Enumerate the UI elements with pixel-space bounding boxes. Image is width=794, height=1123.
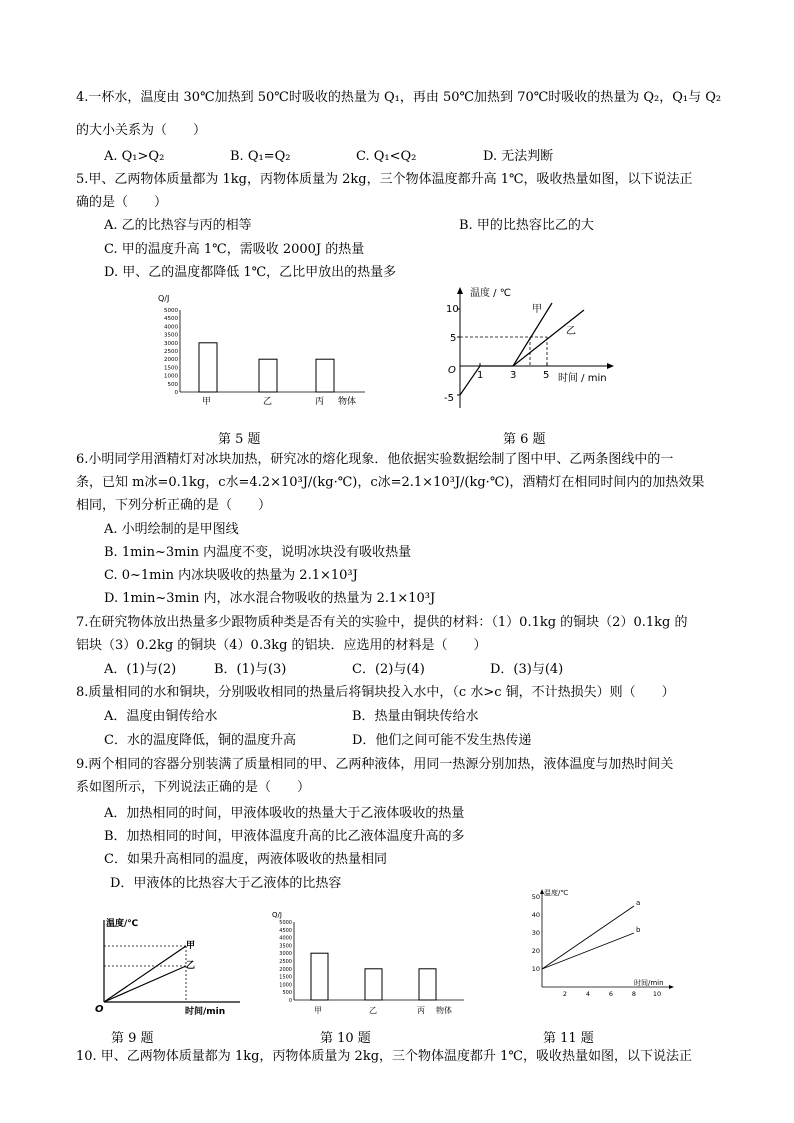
- fig11-caption: 第 11 题: [543, 1031, 594, 1046]
- q4-stem-line1: 4.一杯水，温度由 30℃加热到 50℃时吸收的热量为 Q₁，再由 50℃加热到 70℃时吸收的热量为 Q₂，Q₁与 Q₂: [76, 90, 722, 105]
- y-tick-label: 1000: [164, 373, 178, 380]
- bar-乙: [365, 969, 382, 1000]
- fig5-cat-bing: 丙: [315, 397, 325, 407]
- x-tick-label: 8: [631, 990, 637, 998]
- fig9-line-jia: [104, 946, 186, 1002]
- q4-option-b: B. Q₁=Q₂: [230, 149, 291, 164]
- fig6-ylabel: 温度 / ℃: [470, 288, 511, 299]
- y-tick-label: 4500: [279, 927, 292, 934]
- y-tick-label: 1000: [279, 982, 292, 989]
- q7-stem-line1: 7.在研究物体放出热量多少跟物质种类是否有关的实验中，提供的材料：（1）0.1kg 的铜块（2）0.1kg 的: [76, 615, 688, 630]
- fig6-ytick-10: 10: [446, 304, 459, 315]
- q9-stem-line1: 9.两个相同的容器分别装满了质量相同的甲、乙两种液体，用同一热源分别加热，液体温度与加热时间关: [76, 757, 674, 772]
- q9-stem-line2: 系如图所示，下列说法正确的是（ ）: [76, 780, 311, 795]
- q10-stem-line1: 10. 甲、乙两物体质量都为 1kg，丙物体质量为 2kg，三个物体温度都升 1℃，吸收热量如图，以下说法正: [76, 1049, 692, 1064]
- y-tick-label: 500: [167, 381, 178, 388]
- series-label-a: a: [636, 899, 641, 907]
- q7-option-a: A．(1)与(2): [104, 662, 177, 677]
- y-tick-label: 0: [288, 998, 292, 1004]
- q4-option-a: A. Q₁>Q₂: [104, 149, 165, 164]
- fig10-xlabel: 物体: [436, 1006, 452, 1015]
- q4-stem-line2: 的大小关系为（ ）: [76, 123, 207, 138]
- bar-丙: [316, 359, 334, 392]
- fig6-line-yi: [513, 310, 584, 366]
- y-tick-label: 5000: [164, 308, 178, 314]
- y-tick-label: 5000: [279, 920, 292, 926]
- x-tick-label: 4: [585, 990, 591, 998]
- q5-option-b: B. 甲的比热容比乙的大: [459, 218, 594, 233]
- y-tick-label: 4000: [164, 324, 178, 331]
- q6-option-b: B. 1min~3min 内温度不变，说明冰块没有吸收热量: [104, 545, 412, 560]
- y-tick-label: 0: [174, 390, 178, 396]
- fig11-xlabel: 时间/min: [634, 979, 664, 987]
- q8-option-d: D．他们之间可能不发生热传递: [352, 733, 532, 748]
- fig6-origin: O: [448, 365, 456, 376]
- y-tick-label: 50: [531, 893, 540, 901]
- q5-stem-line1: 5.甲、乙两物体质量都为 1kg，丙物体质量为 2kg，三个物体温度都升高 1℃，吸收热量如图，以下说法正: [76, 172, 693, 187]
- x-tick-label: 10: [652, 990, 662, 998]
- fig6-label-jia: 甲: [532, 304, 542, 315]
- bar-甲: [311, 953, 328, 1000]
- fig11-x-arrow: [669, 985, 674, 989]
- figure-9-line-graph: [90, 910, 250, 1019]
- fig5-cat-jia: 甲: [202, 397, 212, 407]
- fig11-ylabel: 温度/℃: [544, 889, 569, 897]
- fig10-ylabel: Q/J: [272, 911, 282, 919]
- y-tick-label: 3000: [164, 340, 178, 347]
- q6-stem-line1: 6.小明同学用酒精灯对冰块加热，研究冰的熔化现象．他依据实验数据绘制了图中甲、乙两条图线中的一: [76, 452, 674, 467]
- series-line-b: [542, 933, 634, 969]
- fig5-caption: 第 5 题: [218, 432, 261, 447]
- y-tick-label: 20: [531, 947, 540, 955]
- y-tick-label: 40: [531, 911, 540, 919]
- fig10-cat-bing: 丙: [417, 1006, 425, 1015]
- fig6-line-jia: [460, 303, 552, 395]
- fig9-caption: 第 9 题: [111, 1031, 154, 1046]
- fig6-ytick-neg5: -5: [444, 393, 454, 404]
- figure-6-line-graph: [440, 283, 620, 422]
- q7-option-b: B．(1)与(3): [214, 662, 287, 677]
- y-tick-label: 30: [531, 929, 540, 937]
- figure-11-line-chart: [530, 883, 680, 1012]
- q9-option-b: B．加热相同的时间，甲液体温度升高的比乙液体温度升高的多: [104, 829, 465, 844]
- y-tick-label: 2000: [279, 966, 292, 973]
- bar-乙: [259, 359, 277, 392]
- q4-option-c: C. Q₁<Q₂: [356, 149, 417, 164]
- fig6-xlabel: 时间 / min: [558, 373, 607, 384]
- q5-option-a: A. 乙的比热容与丙的相等: [104, 218, 252, 233]
- y-tick-label: 1500: [279, 974, 292, 981]
- fig10-cat-jia: 甲: [314, 1006, 322, 1015]
- fig5-cat-yi: 乙: [263, 397, 273, 407]
- fig6-xtick-5: 5: [543, 370, 550, 381]
- fig6-ytick-5: 5: [450, 333, 457, 344]
- q5-option-c: C. 甲的温度升高 1℃，需吸收 2000J 的热量: [104, 242, 365, 257]
- y-tick-label: 2500: [164, 349, 178, 355]
- q5-option-d: D. 甲、乙的温度都降低 1℃，乙比甲放出的热量多: [104, 265, 397, 280]
- fig9-line-yi: [104, 966, 186, 1002]
- fig6-xtick-3: 3: [510, 370, 517, 381]
- q7-option-d: D．(3)与(4): [490, 662, 564, 677]
- series-line-a: [542, 906, 634, 969]
- q4-option-d: D. 无法判断: [483, 149, 554, 164]
- q5-stem-line2: 确的是（ ）: [76, 195, 168, 210]
- q9-option-d: D．甲液体的比热容大于乙液体的比热容: [110, 876, 342, 891]
- q6-option-a: A. 小明绘制的是甲图线: [104, 522, 239, 537]
- fig6-y-arrow: [457, 287, 463, 294]
- fig5-ylabel: Q/J: [158, 294, 170, 303]
- fig9-ylabel: 温度/℃: [106, 919, 139, 929]
- q6-option-d: D. 1min~3min 内，冰水混合物吸收的热量为 2.1×10³J: [104, 591, 436, 606]
- fig6-label-yi: 乙: [566, 326, 576, 337]
- q6-option-c: C. 0~1min 内冰块吸收的热量为 2.1×10³J: [104, 568, 358, 583]
- fig6-x-arrow: [607, 363, 614, 369]
- fig5-xlabel: 物体: [338, 397, 357, 407]
- bar-丙: [419, 969, 436, 1000]
- fig9-label-jia: 甲: [186, 941, 196, 951]
- q6-stem-line3: 相同，下列分析正确的是（ ）: [76, 498, 272, 513]
- bar-甲: [199, 343, 217, 392]
- q8-stem-line1: 8.质量相同的水和铜块，分别吸收相同的热量后将铜块投入水中，（c 水>c 铜，不计热损失）则（ ）: [76, 685, 675, 700]
- q7-stem-line2: 铝块（3）0.2kg 的铜块（4）0.3kg 的铝块．应选用的材料是（ ）: [76, 638, 487, 653]
- y-tick-label: 2500: [279, 959, 292, 965]
- fig6-xtick-1: 1: [477, 370, 484, 381]
- y-tick-label: 3500: [279, 943, 292, 950]
- q9-option-c: C．如果升高相同的温度，两液体吸收的热量相同: [104, 852, 387, 867]
- figure-5-bar-chart: [150, 292, 370, 421]
- fig9-xlabel: 时间/min: [185, 1007, 226, 1015]
- y-tick-label: 1500: [164, 365, 178, 372]
- q8-option-a: A．温度由铜传给水: [104, 709, 218, 724]
- fig9-origin: O: [95, 1004, 104, 1015]
- y-tick-label: 3000: [279, 951, 292, 958]
- x-tick-label: 2: [562, 990, 568, 998]
- x-tick-label: 6: [608, 990, 614, 998]
- fig9-label-yi: 乙: [186, 961, 196, 971]
- q7-option-c: C．(2)与(4): [352, 662, 425, 677]
- y-tick-label: 2000: [164, 357, 178, 364]
- fig10-caption: 第 10 题: [320, 1031, 371, 1046]
- q9-option-a: A．加热相同的时间，甲液体吸收的热量大于乙液体吸收的热量: [104, 806, 465, 821]
- y-tick-label: 500: [282, 990, 292, 997]
- y-tick-label: 10: [531, 965, 540, 973]
- series-label-b: b: [636, 926, 641, 934]
- fig6-caption: 第 6 题: [503, 432, 546, 447]
- figure-10-bar-chart: [268, 908, 468, 1024]
- q6-stem-line2: 条，已知 m冰=0.1kg，c水=4.2×10³J/(kg·℃)，c冰=2.1×10³J/(kg·℃)，酒精灯在相同时间内的加热效果: [76, 475, 705, 490]
- fig10-cat-yi: 乙: [369, 1006, 377, 1015]
- y-tick-label: 3500: [164, 332, 178, 339]
- y-tick-label: 4000: [279, 935, 292, 942]
- q8-option-b: B．热量由铜块传给水: [352, 709, 479, 724]
- q8-option-c: C．水的温度降低，铜的温度升高: [104, 733, 296, 748]
- y-tick-label: 4500: [164, 316, 178, 323]
